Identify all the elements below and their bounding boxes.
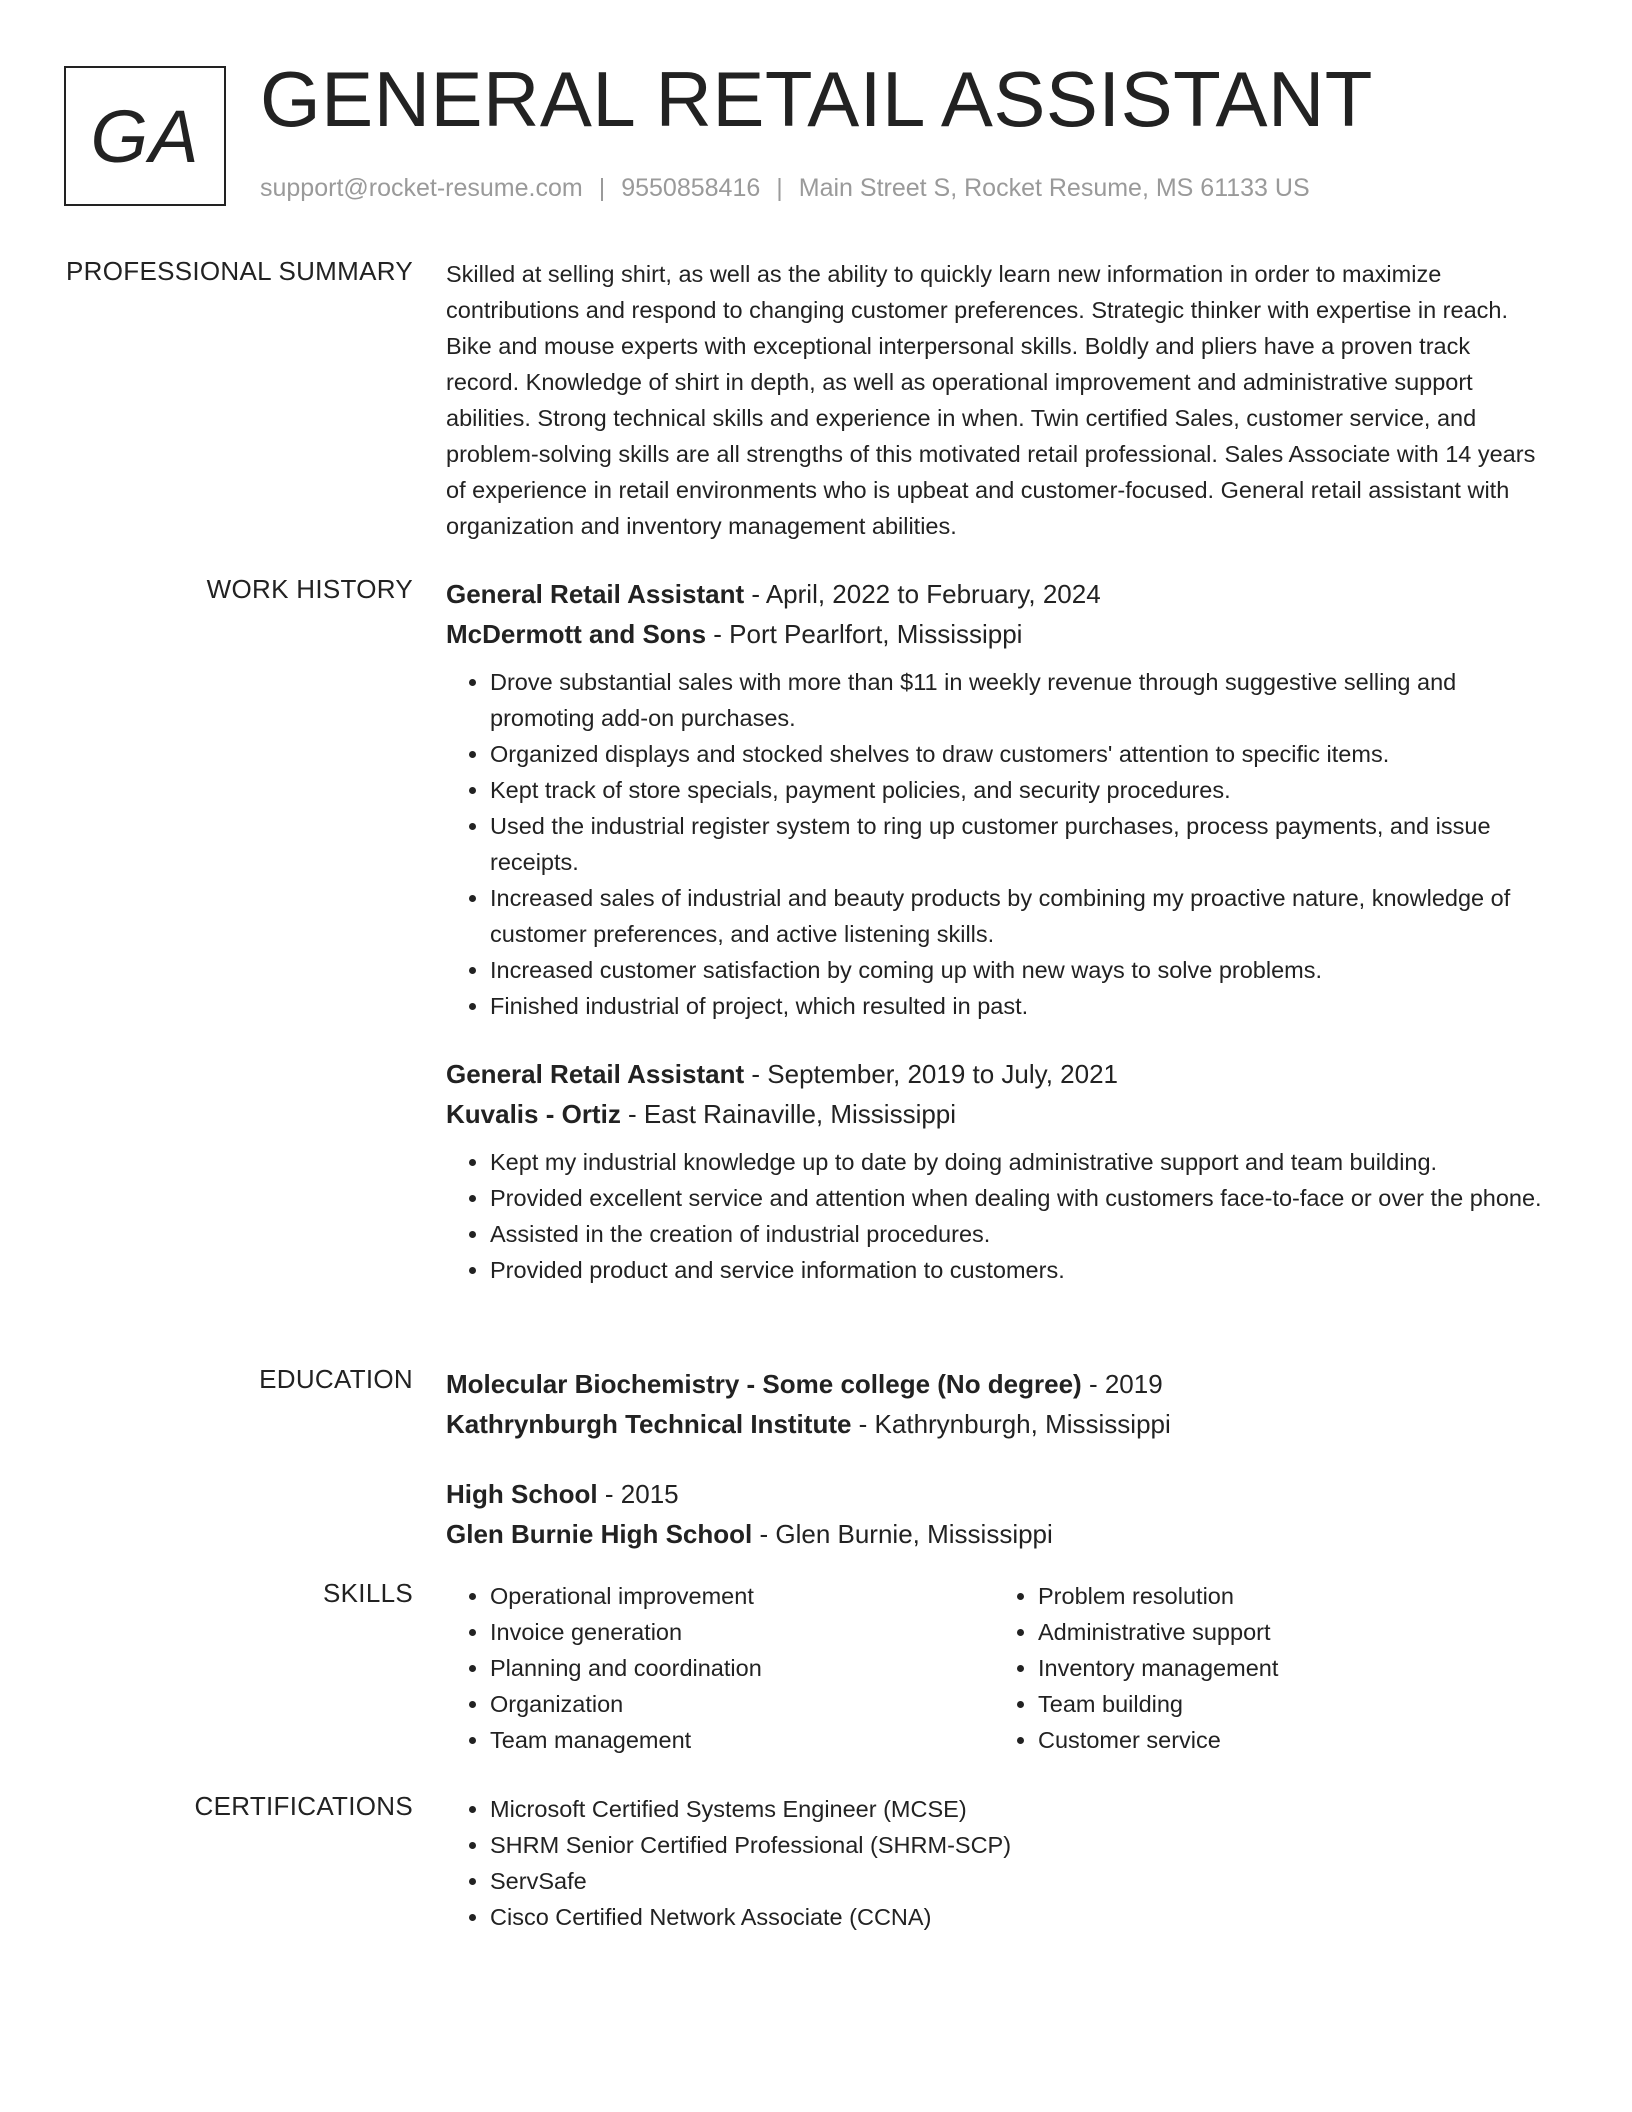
job-bullet: • Kept my industrial knowledge up to date by doing administrative support and team building. xyxy=(490,1144,1546,1180)
certification-item: • SHRM Senior Certified Professional (SHRM-SCP) xyxy=(490,1827,1546,1863)
certifications-heading: CERTIFICATIONS xyxy=(194,1791,413,1821)
job-bullet: • Drove substantial sales with more than $11 in weekly revenue through suggestive selling and promoting add-on purchases. xyxy=(490,664,1546,736)
job-company-line xyxy=(446,1094,1546,1134)
job-title-line xyxy=(446,574,1546,614)
summary-heading: PROFESSIONAL SUMMARY xyxy=(66,256,413,286)
job-entry xyxy=(446,574,1546,1024)
education-degree-line xyxy=(446,1364,1546,1404)
job-entry xyxy=(446,1054,1546,1288)
education-degree-line xyxy=(446,1474,1546,1514)
education-body xyxy=(446,1364,1546,1584)
contact-email[interactable]: support@rocket-resume.com xyxy=(260,174,583,202)
skills-grid xyxy=(446,1578,1546,1758)
contact-separator: | xyxy=(598,174,606,202)
skill-item: • Organization xyxy=(490,1686,994,1722)
skill-item: • Operational improvement xyxy=(490,1578,994,1614)
job-bullet: • Organized displays and stocked shelves to draw customers' attention to specific items. xyxy=(490,736,1546,772)
certification-item: • Cisco Certified Network Associate (CCNA) xyxy=(490,1899,1546,1935)
job-bullet: • Used the industrial register system to ring up customer purchases, process payments, and issue receipts. xyxy=(490,808,1546,880)
job-title: General Retail Assistant xyxy=(446,579,745,609)
education-school: Glen Burnie High School xyxy=(446,1519,753,1549)
job-bullet: • Provided excellent service and attention when dealing with customers face-to-face or over the phone. xyxy=(490,1180,1546,1216)
resume-title: GENERAL RETAIL ASSISTANT xyxy=(260,55,1373,143)
job-dates: - September, 2019 to July, 2021 xyxy=(744,1059,1119,1089)
education-entry xyxy=(446,1474,1546,1554)
education-heading: EDUCATION xyxy=(259,1364,413,1394)
job-bullet: • Increased sales of industrial and beauty products by combining my proactive nature, knowledge of customer preferences, and active listening skills. xyxy=(490,880,1546,952)
certifications-list xyxy=(446,1791,1546,1935)
skill-item: • Problem resolution xyxy=(1038,1578,1494,1614)
job-location: - Port Pearlfort, Mississippi xyxy=(706,619,1023,649)
job-company-line xyxy=(446,614,1546,654)
skills-body xyxy=(446,1578,1546,1758)
skill-item: • Invoice generation xyxy=(490,1614,994,1650)
job-bullets xyxy=(446,664,1546,1024)
work-history-body xyxy=(446,574,1546,1318)
job-dates: - April, 2022 to February, 2024 xyxy=(744,579,1101,609)
job-location: - East Rainaville, Mississippi xyxy=(620,1099,957,1129)
summary-text: Skilled at selling shirt, as well as the ability to quickly learn new information in order to maximize contributions and respond to changing customer preferences. Strategic thinker with expertise in reach. Bike and mouse experts with exceptional interpersonal skills. Boldly and pliers have a proven track record. Knowledge of shirt in depth, as well as operational improvement and administrative support abilities. Strong technical skills and experience in when. Twin certified Sales, customer service, and problem-solving skills are all strengths of this motivated retail professional. Sales Associate with 14 years of experience in retail environments who is upbeat and customer-focused. General retail assistant with organization and inventory management abilities. xyxy=(446,261,1536,539)
education-school-line xyxy=(446,1404,1546,1444)
job-bullet: • Finished industrial of project, which resulted in past. xyxy=(490,988,1546,1024)
education-school-line xyxy=(446,1514,1546,1554)
skill-item: • Administrative support xyxy=(1038,1614,1494,1650)
contact-address: Main Street S, Rocket Resume, MS 61133 US xyxy=(798,174,1310,202)
education-year: - 2019 xyxy=(1081,1369,1163,1399)
education-location: - Kathrynburgh, Mississippi xyxy=(851,1409,1171,1439)
education-school: Kathrynburgh Technical Institute xyxy=(446,1409,852,1439)
job-bullets xyxy=(446,1144,1546,1288)
job-bullet: • Kept track of store specials, payment policies, and security procedures. xyxy=(490,772,1546,808)
work-history-heading: WORK HISTORY xyxy=(206,574,413,604)
education-entry xyxy=(446,1364,1546,1444)
contact-separator: | xyxy=(776,174,783,202)
job-bullet: • Provided product and service information to customers. xyxy=(490,1252,1546,1288)
job-company: McDermott and Sons xyxy=(446,619,707,649)
skill-item: • Team building xyxy=(1038,1686,1494,1722)
job-title-line xyxy=(446,1054,1546,1094)
certification-item: • ServSafe xyxy=(490,1863,1546,1899)
skill-item: • Planning and coordination xyxy=(490,1650,994,1686)
contact-phone[interactable]: 9550858416 xyxy=(621,174,761,202)
skill-item: • Inventory management xyxy=(1038,1650,1494,1686)
job-company: Kuvalis - Ortiz xyxy=(446,1099,621,1129)
skills-list-left xyxy=(446,1578,994,1758)
certification-item: • Microsoft Certified Systems Engineer (MCSE) xyxy=(490,1791,1546,1827)
education-degree: Molecular Biochemistry - Some college (No degree) xyxy=(446,1369,1082,1399)
skills-heading: SKILLS xyxy=(323,1578,413,1608)
job-bullet: • Assisted in the creation of industrial procedures. xyxy=(490,1216,1546,1252)
monogram-logo: GA xyxy=(64,66,226,206)
certifications-body xyxy=(446,1791,1546,1935)
education-year: - 2015 xyxy=(597,1479,679,1509)
skill-item: • Team management xyxy=(490,1722,994,1758)
skill-item: • Customer service xyxy=(1038,1722,1494,1758)
job-bullet: • Increased customer satisfaction by coming up with new ways to solve problems. xyxy=(490,952,1546,988)
skills-list-right xyxy=(994,1578,1494,1758)
education-degree: High School xyxy=(446,1479,598,1509)
summary-body xyxy=(446,256,1546,544)
contact-line xyxy=(260,174,1310,203)
education-location: - Glen Burnie, Mississippi xyxy=(752,1519,1053,1549)
job-title: General Retail Assistant xyxy=(446,1059,745,1089)
